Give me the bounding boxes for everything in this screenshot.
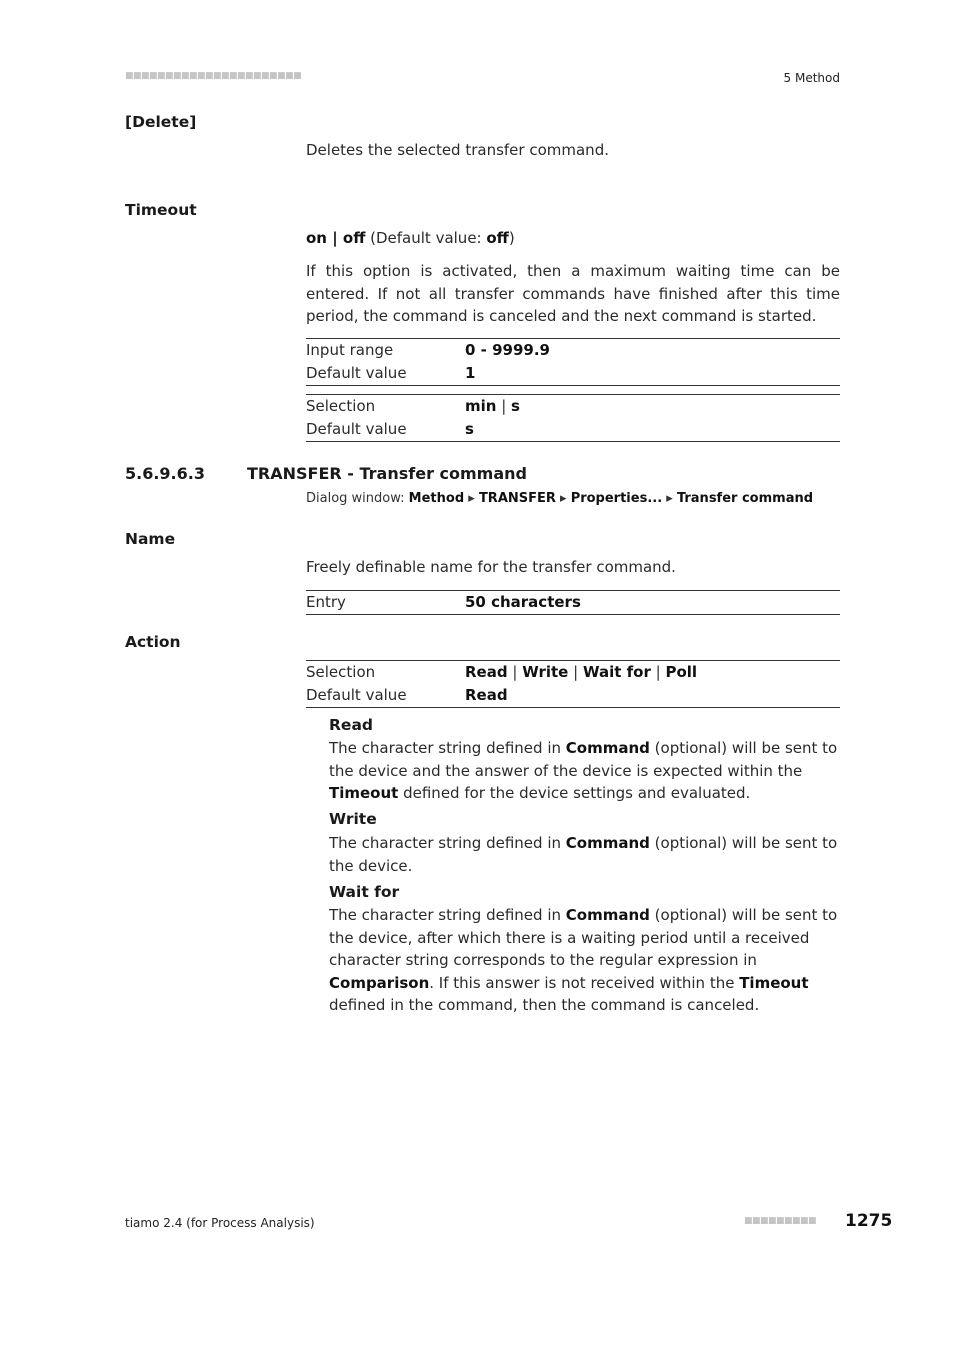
text-bold: Command (565, 739, 650, 757)
table-row (306, 661, 840, 684)
table-key: Default value (306, 685, 407, 704)
delete-description: Deletes the selected transfer command. (306, 141, 609, 159)
section-title: TRANSFER - Transfer command (247, 464, 527, 483)
path-arrow-icon: ▸ (464, 491, 479, 506)
action-selection-table (306, 660, 840, 708)
dialog-path-item: Method (408, 491, 465, 506)
table-value: 1 (465, 363, 476, 382)
action-term: Action (125, 633, 181, 651)
table-key: Input range (306, 341, 394, 360)
table-key: Selection (306, 663, 376, 682)
table-key: Selection (306, 397, 376, 416)
read-heading: Read (329, 716, 374, 734)
separator: | (568, 663, 583, 682)
action-option-read: Read (465, 663, 508, 682)
delete-term: [Delete] (125, 113, 197, 131)
table-row (306, 395, 840, 418)
timeout-term: Timeout (125, 201, 197, 219)
text-run: The character string defined in (329, 834, 566, 852)
table-value: Read (465, 685, 508, 704)
table-row (306, 339, 840, 362)
timeout-default-suffix: ) (508, 229, 515, 247)
unit-option-s: s (511, 397, 520, 416)
dialog-path-item: Properties... (570, 491, 663, 506)
footer-product: tiamo 2.4 (for Process Analysis) (125, 1216, 315, 1230)
waitfor-description (329, 904, 842, 1017)
table-key: Default value (306, 363, 407, 382)
text-bold: Command (565, 834, 650, 852)
timeout-options-values: on | off (306, 229, 366, 247)
table-row (306, 684, 840, 707)
table-key: Default value (306, 419, 407, 438)
read-description (329, 737, 842, 805)
write-heading: Write (329, 810, 377, 828)
timeout-options (306, 227, 840, 250)
timeout-range-table (306, 338, 840, 386)
timeout-default-prefix: (Default value: (365, 229, 487, 247)
table-row (306, 362, 840, 385)
header-section-label: 5 Method (783, 71, 840, 85)
separator: | (507, 663, 523, 682)
separator: | (496, 397, 512, 416)
text-run: The character string defined in (329, 739, 566, 757)
dialog-label: Dialog window: (306, 491, 409, 506)
text-bold: Comparison (329, 973, 430, 992)
text-run: (optional) will be sent to the device. (329, 834, 838, 875)
text-bold: Timeout (739, 973, 809, 992)
name-term: Name (125, 530, 176, 548)
table-value: s (465, 419, 474, 438)
action-option-write: Write (522, 663, 569, 682)
text-run: (optional) will be sent to the device, after which there is a waiting period until a received character string corresponds to the regular expression in (329, 906, 838, 969)
table-row (306, 418, 840, 441)
table-row (306, 591, 840, 614)
text-run: . If this answer is not received within the (429, 973, 740, 992)
table-key: Entry (306, 593, 346, 612)
unit-option-min: min (465, 397, 497, 416)
timeout-unit-table (306, 394, 840, 442)
footer-dots-decoration: ■■■■■■■■■ (744, 1216, 817, 1226)
table-value: 50 characters (465, 593, 581, 612)
header-dots-decoration: ■■■■■■■■■■■■■■■■■■■■■■ (125, 71, 302, 81)
dialog-path-item: TRANSFER (478, 491, 556, 506)
path-arrow-icon: ▸ (662, 491, 677, 506)
table-value (465, 663, 697, 681)
text-bold: Timeout (329, 784, 399, 802)
dialog-path-item: Transfer command (676, 491, 814, 506)
dialog-path (306, 491, 840, 506)
name-entry-table (306, 590, 840, 615)
text-run: defined for the device settings and evaluated. (398, 784, 751, 802)
write-description (329, 832, 842, 877)
action-option-wait-for: Wait for (582, 663, 651, 682)
page-number: 1275 (845, 1211, 893, 1231)
table-value (465, 397, 520, 415)
name-description: Freely definable name for the transfer command. (306, 558, 676, 576)
text-bold: Command (565, 906, 650, 924)
action-option-poll: Poll (665, 663, 698, 682)
separator: | (650, 663, 666, 682)
table-value: 0 - 9999.9 (465, 341, 550, 360)
section-number: 5.6.9.6.3 (125, 464, 205, 483)
timeout-description: If this option is activated, then a maximum waiting time can be entered. If not all transfer commands have finished after this time period, the command is canceled and the next command is started. (306, 262, 840, 325)
timeout-default-value: off (486, 229, 509, 247)
path-arrow-icon: ▸ (555, 491, 571, 506)
text-run: (optional) will be sent to the device and the answer of the device is expected within the (329, 739, 838, 780)
text-run: The character string defined in (329, 906, 566, 924)
waitfor-heading: Wait for (329, 883, 400, 901)
text-run: defined in the command, then the command is canceled. (329, 996, 760, 1014)
